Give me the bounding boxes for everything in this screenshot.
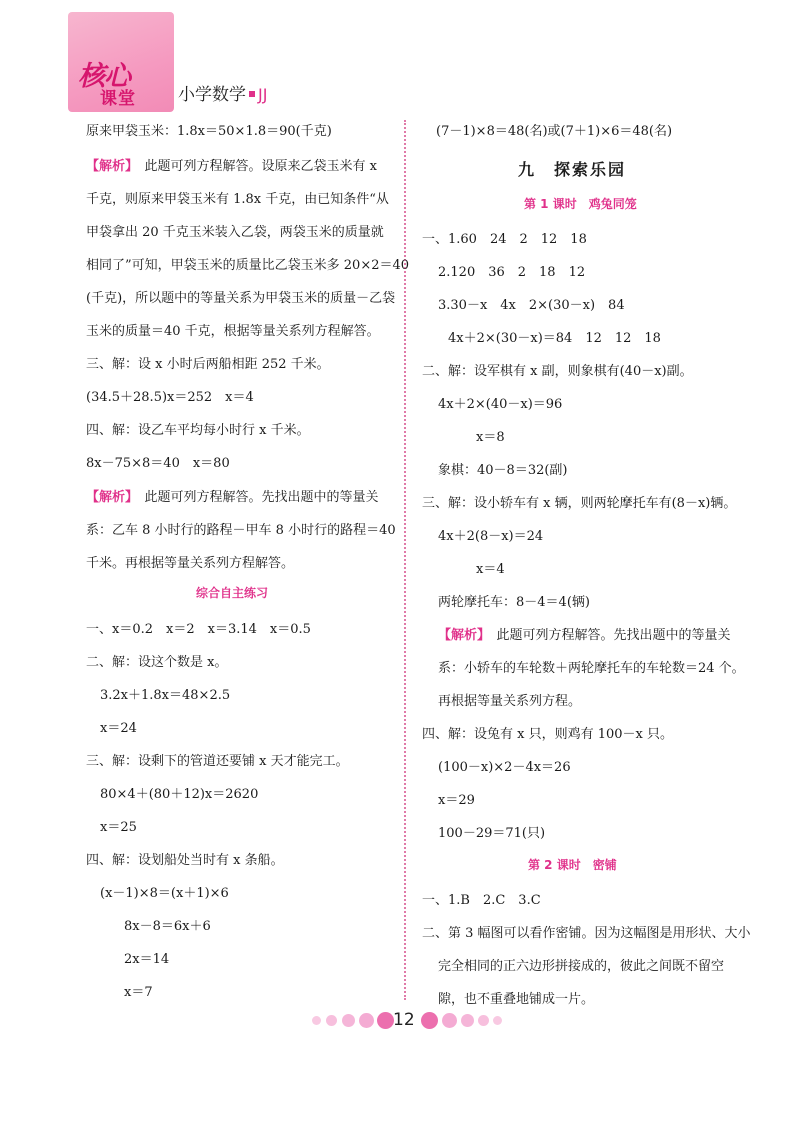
decor-dot-icon bbox=[359, 1013, 374, 1028]
decor-dot-icon bbox=[493, 1016, 502, 1025]
answer-line: 3.30－x 4x 2×(30－x) 84 bbox=[438, 298, 625, 313]
answer-line: 8x－75×8＝40 x＝80 bbox=[86, 456, 230, 471]
analysis-text: 此题可列方程解答。先找出题中的等量关 bbox=[144, 490, 379, 505]
answer-line: 2.120 36 2 18 12 bbox=[438, 265, 586, 280]
analysis-text: 此题可列方程解答。设原来乙袋玉米有 x bbox=[144, 159, 377, 174]
decor-dot-icon bbox=[478, 1015, 489, 1026]
answer-line: 80×4＋(80＋12)x＝2620 bbox=[100, 787, 259, 802]
answer-line: 8x－8＝6x＋6 bbox=[124, 919, 211, 934]
analysis-line: 相同了”可知，甲袋玉米的质量比乙袋玉米多 20×2＝40 bbox=[86, 258, 410, 273]
analysis-line: 系：小轿车的车轮数＋两轮摩托车的车轮数＝24 个。 bbox=[438, 661, 745, 676]
analysis-text: 此题可列方程解答。先找出题中的等量关 bbox=[496, 628, 731, 643]
answer-line: 100－29＝71(只) bbox=[438, 826, 546, 841]
analysis-line: 甲袋拿出 20 千克玉米装入乙袋，两袋玉米的质量就 bbox=[86, 225, 384, 240]
answer-line: 三、解：设 x 小时后两船相距 252 千米。 bbox=[86, 357, 330, 372]
answer-line: 一、x＝0.2 x＝2 x＝3.14 x＝0.5 bbox=[86, 622, 311, 637]
decor-dot-icon bbox=[342, 1014, 355, 1027]
analysis-line bbox=[86, 155, 377, 174]
analysis-line bbox=[438, 624, 731, 643]
analysis-line: 系：乙车 8 小时行的路程－甲车 8 小时行的路程＝40 bbox=[86, 523, 396, 538]
edition-label: JJ bbox=[258, 85, 268, 104]
answer-line: 三、解：设小轿车有 x 辆，则两轮摩托车有(8－x)辆。 bbox=[422, 496, 737, 511]
answer-line: x＝29 bbox=[438, 793, 475, 808]
answer-line: 四、解：设乙车平均每小时行 x 千米。 bbox=[86, 423, 310, 438]
logo-title: 核心 bbox=[78, 61, 130, 92]
answer-line: 4x＋2(8－x)＝24 bbox=[438, 529, 544, 544]
decor-dot-icon bbox=[421, 1012, 438, 1029]
answer-line: 4x＋2×(30－x)＝84 12 12 18 bbox=[448, 331, 661, 346]
analysis-line: 千米。再根据等量关系列方程解答。 bbox=[86, 556, 295, 571]
decor-dot-icon bbox=[326, 1015, 337, 1026]
section-title: 第 1 课时 鸡兔同笼 bbox=[524, 197, 637, 211]
column-divider bbox=[404, 120, 406, 1000]
analysis-line: 玉米的质量＝40 千克，根据等量关系列方程解答。 bbox=[86, 324, 380, 339]
answer-line: 3.2x＋1.8x＝48×2.5 bbox=[100, 688, 231, 703]
answer-line: 2x＝14 bbox=[124, 952, 170, 967]
answer-line: 一、1.B 2.C 3.C bbox=[422, 893, 541, 908]
analysis-line bbox=[86, 486, 379, 505]
analysis-line: 再根据等量关系列方程。 bbox=[438, 694, 582, 709]
answer-line: 一、1.60 24 2 12 18 bbox=[422, 232, 587, 247]
answer-line: (7－1)×8＝48(名)或(7＋1)×6＝48(名) bbox=[436, 124, 673, 139]
answer-line: 四、解：设兔有 x 只，则鸡有 100－x 只。 bbox=[422, 727, 674, 742]
answer-line: x＝24 bbox=[100, 721, 137, 736]
answer-line: 二、解：设军棋有 x 副，则象棋有(40－x)副。 bbox=[422, 364, 693, 379]
answer-line: 4x＋2×(40－x)＝96 bbox=[438, 397, 563, 412]
decor-dot-icon bbox=[377, 1012, 394, 1029]
section-title: 综合自主练习 bbox=[196, 586, 269, 600]
answer-line: x＝8 bbox=[476, 430, 505, 445]
decor-dot-icon bbox=[312, 1016, 321, 1025]
answer-line: 隙，也不重叠地铺成一片。 bbox=[438, 992, 595, 1007]
analysis-tag: 【解析】 bbox=[438, 628, 484, 643]
answer-line: (34.5＋28.5)x＝252 x＝4 bbox=[86, 390, 254, 405]
section-title: 第 2 课时 密铺 bbox=[528, 858, 617, 872]
answer-line: (100－x)×2－4x＝26 bbox=[438, 760, 571, 775]
subject-name: 小学数学 bbox=[178, 85, 246, 105]
decor-dot-icon bbox=[461, 1014, 474, 1027]
answer-line: 三、解：设剩下的管道还要铺 x 天才能完工。 bbox=[86, 754, 349, 769]
subject-label bbox=[178, 80, 267, 105]
answer-line: 两轮摩托车：8－4＝4(辆) bbox=[438, 595, 590, 610]
answer-line: x＝4 bbox=[476, 562, 505, 577]
answer-line: x＝25 bbox=[100, 820, 137, 835]
answer-line: (x－1)×8＝(x＋1)×6 bbox=[100, 886, 229, 901]
answer-line: 四、解：设划船处当时有 x 条船。 bbox=[86, 853, 284, 868]
decor-dot-icon bbox=[442, 1013, 457, 1028]
analysis-line: (千克)，所以题中的等量关系为甲袋玉米的质量－乙袋 bbox=[86, 291, 396, 306]
answer-line: 二、第 3 幅图可以看作密铺。因为这幅图是用形状、大小 bbox=[422, 926, 751, 941]
analysis-line: 千克，则原来甲袋玉米有 1.8x 千克，由已知条件“从 bbox=[86, 192, 389, 207]
answer-line: 象棋：40－8＝32(副) bbox=[438, 463, 568, 478]
logo-subtitle: 课堂 bbox=[100, 89, 136, 109]
answer-line: 原来甲袋玉米：1.8x＝50×1.8＝90(千克) bbox=[86, 124, 332, 139]
separator-dot-icon bbox=[249, 91, 255, 97]
answer-line: 完全相同的正六边形拼接成的，彼此之间既不留空 bbox=[438, 959, 725, 974]
chapter-title: 九 探索乐园 bbox=[518, 160, 627, 179]
answer-line: 二、解：设这个数是 x。 bbox=[86, 655, 228, 670]
analysis-tag: 【解析】 bbox=[86, 159, 132, 174]
page-number: 12 bbox=[393, 1010, 415, 1030]
analysis-tag: 【解析】 bbox=[86, 490, 132, 505]
answer-line: x＝7 bbox=[124, 985, 153, 1000]
